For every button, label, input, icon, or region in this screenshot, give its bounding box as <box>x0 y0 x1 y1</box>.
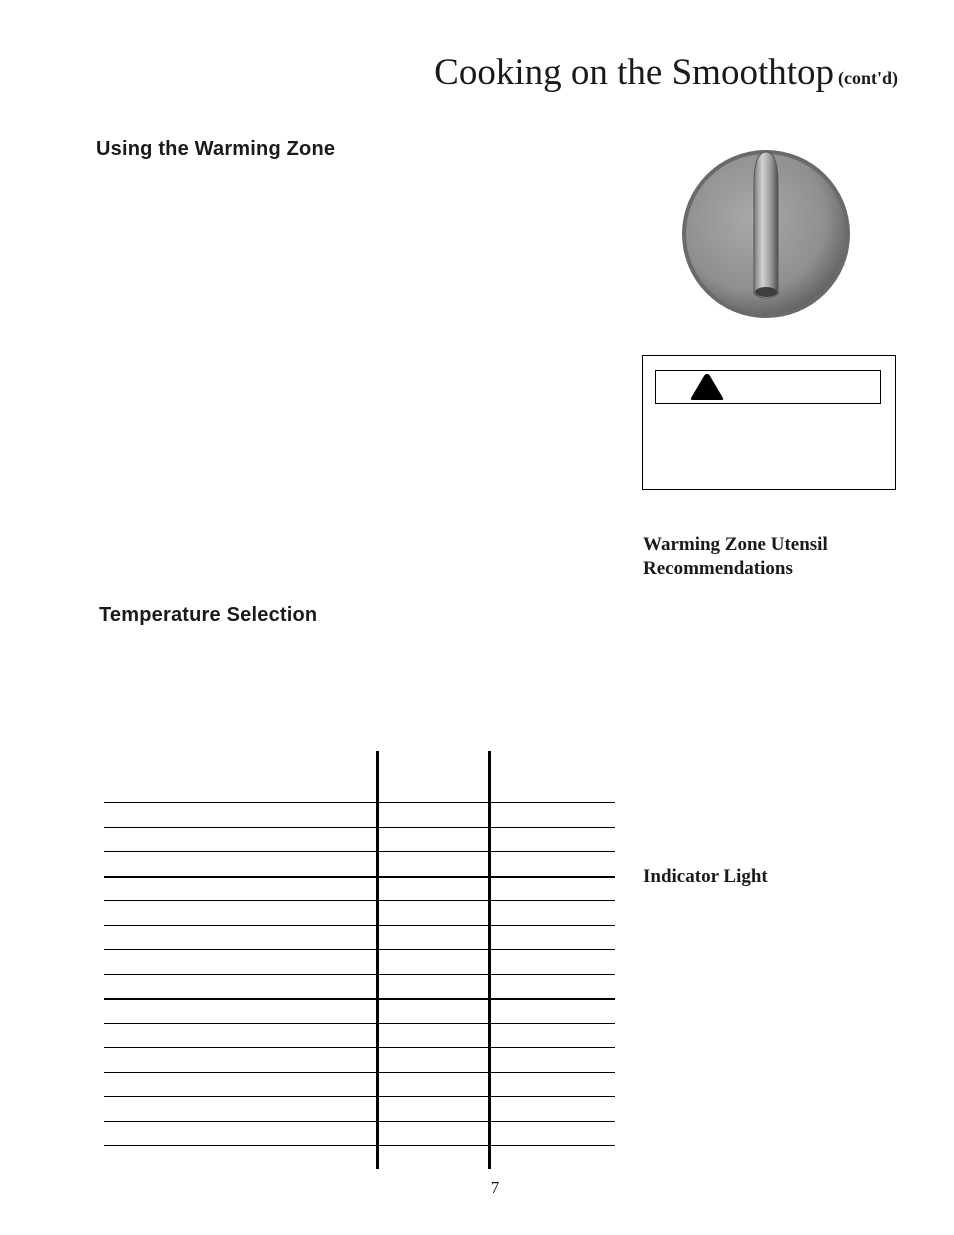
control-knob-icon <box>676 144 856 324</box>
table-row-rule <box>104 1072 615 1073</box>
table-row-rule <box>104 851 615 852</box>
table-row-rule <box>104 1047 615 1048</box>
table-row-rule <box>104 1145 615 1146</box>
page-title-suffix: (cont'd) <box>838 68 898 88</box>
table-row-rule <box>104 827 615 828</box>
page-title <box>434 54 898 91</box>
page-number: 7 <box>490 1178 500 1197</box>
table-row-rule <box>104 974 615 975</box>
table-row-rule <box>104 1096 615 1097</box>
page-title-text: Cooking on the Smoothtop <box>434 52 834 93</box>
caution-banner <box>655 370 881 404</box>
table-row-rule <box>104 876 615 878</box>
table-row-rule <box>104 998 615 1000</box>
table-row-rule <box>104 802 615 803</box>
table-row-rule <box>104 900 615 901</box>
caution-box <box>642 355 896 490</box>
utensil-recommendations-caption: Warming Zone Utensil Recommendations <box>643 534 828 579</box>
table-row-rule <box>104 1121 615 1122</box>
section-heading-temperature-selection: Temperature Selection <box>99 604 318 626</box>
table-column-divider <box>376 751 379 1169</box>
table-column-divider <box>488 751 491 1169</box>
temperature-table <box>104 751 616 1169</box>
table-row-rule <box>104 925 615 926</box>
table-row-rule <box>104 1023 615 1024</box>
section-heading-warming-zone: Using the Warming Zone <box>96 138 336 160</box>
caution-triangle-icon <box>690 373 724 401</box>
indicator-light-caption: Indicator Light <box>643 866 768 887</box>
table-row-rule <box>104 949 615 950</box>
